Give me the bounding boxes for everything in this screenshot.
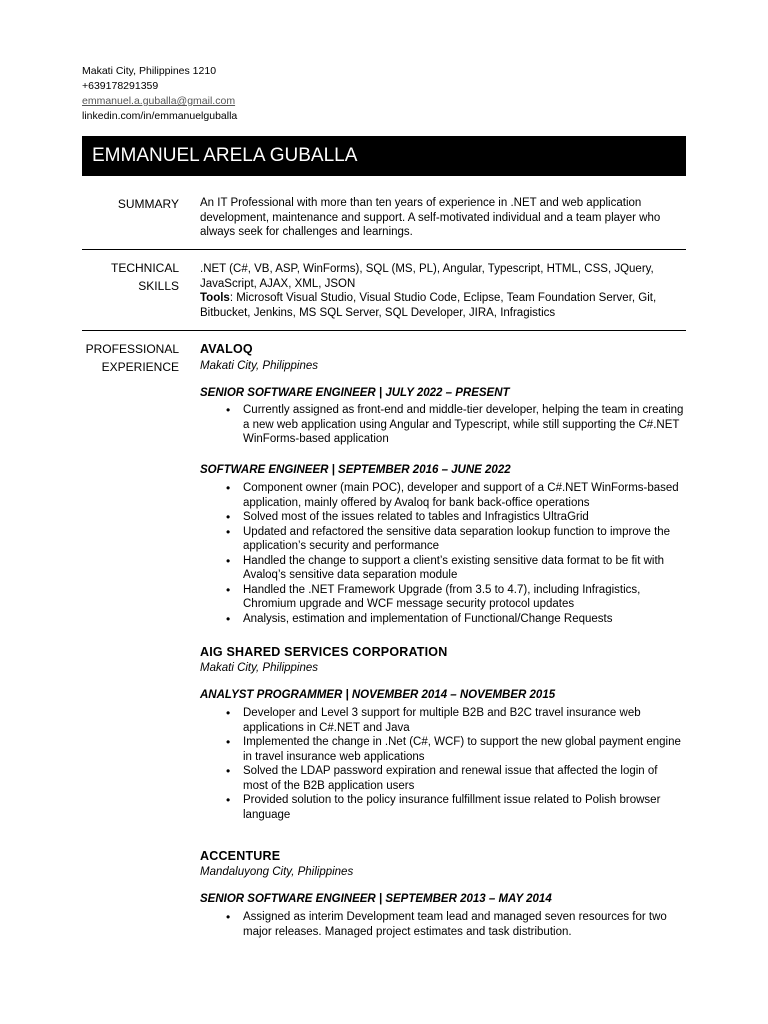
list-item: • Solved most of the issues related to tables and Infragistics UltraGrid <box>226 510 684 525</box>
job-title: SENIOR SOFTWARE ENGINEER | SEPTEMBER 2013 – MAY 2014 <box>200 893 552 905</box>
skills-text: .NET (C#, VB, ASP, WinForms), SQL (MS, PL), Angular, Typescript, HTML, CSS, JQuery, JavaScript, AJAX, XML, JSON <box>200 263 654 290</box>
tools-label: Tools <box>200 292 230 304</box>
list-item: • Component owner (main POC), developer and support of a C#.NET WinForms-based application, mainly offered by Avaloq for bank back-office operations <box>226 481 684 510</box>
contact-block <box>82 64 237 124</box>
tools-text <box>200 291 686 320</box>
responsibility-list <box>226 910 684 939</box>
job-title: SOFTWARE ENGINEER | SEPTEMBER 2016 – JUNE 2022 <box>200 464 511 476</box>
responsibility-list <box>226 481 684 626</box>
skills-label-line2: SKILLS <box>138 279 179 293</box>
contact-email-link[interactable]: emmanuel.a.guballa@gmail.com <box>82 95 236 107</box>
full-name: EMMANUEL ARELA GUBALLA <box>92 145 358 166</box>
list-item: • Developer and Level 3 support for multiple B2B and B2C travel insurance web applications in C#.NET and Java <box>226 706 684 735</box>
summary-label: SUMMARY <box>117 197 179 211</box>
list-item: • Updated and refactored the sensitive data separation lookup function to improve the application’s security and performance <box>226 525 684 554</box>
company-name: AIG SHARED SERVICES CORPORATION <box>200 645 448 659</box>
company-location: Makati City, Philippines <box>200 662 319 674</box>
section-divider <box>82 249 686 250</box>
contact-address: Makati City, Philippines 1210 <box>82 65 217 77</box>
experience-label-line2: EXPERIENCE <box>101 360 179 374</box>
experience-label <box>82 340 179 376</box>
company-name: ACCENTURE <box>200 849 281 863</box>
name-banner <box>82 136 686 176</box>
list-item: • Implemented the change in .Net (C#, WCF) to support the new global payment engine in travel insurance web applications <box>226 735 684 764</box>
responsibility-list <box>226 403 684 447</box>
list-item: • Handled the change to support a client’s existing sensitive data format to be fit with Avaloq’s sensitive data separation module <box>226 554 684 583</box>
contact-phone: +639178291359 <box>82 80 159 92</box>
list-item: • Analysis, estimation and implementation of Functional/Change Requests <box>226 612 684 627</box>
summary-text: An IT Professional with more than ten years of experience in .NET and web application development, maintenance and support. A self-motivated individual and a team player who always seek for challenges and learnings. <box>200 197 661 238</box>
company-location: Makati City, Philippines <box>200 360 319 372</box>
contact-linkedin: linkedin.com/in/emmanuelguballa <box>82 110 238 122</box>
company-location: Mandaluyong City, Philippines <box>200 866 354 878</box>
skills-label-line1: TECHNICAL <box>110 261 179 275</box>
section-divider <box>82 330 686 331</box>
list-item: • Solved the LDAP password expiration and renewal issue that affected the login of most of the B2B application users <box>226 764 684 793</box>
experience-label-line1: PROFESSIONAL <box>85 342 179 356</box>
responsibility-list <box>226 706 684 822</box>
company-name: AVALOQ <box>200 342 253 356</box>
list-item: • Provided solution to the policy insurance fulfillment issue related to Polish browser language <box>226 793 684 822</box>
list-item: • Handled the .NET Framework Upgrade (from 3.5 to 4.7), including Infragistics, Chromium upgrade and WCF message security protocol updates <box>226 583 684 612</box>
list-item: • Currently assigned as front-end and middle-tier developer, helping the team in creating a new web application using Angular and Typescript, while still supporting the C#.NET WinForms-based application <box>226 403 684 447</box>
list-item: • Assigned as interim Development team lead and managed seven resources for two major releases. Managed project estimates and task distribution. <box>226 910 684 939</box>
tools-list: : Microsoft Visual Studio, Visual Studio Code, Eclipse, Team Foundation Server, Git, Bitbucket, Jenkins, MS SQL Server, SQL Developer, JIRA, Infragistics <box>200 292 657 319</box>
job-title: SENIOR SOFTWARE ENGINEER | JULY 2022 – PRESENT <box>200 387 510 399</box>
job-title: ANALYST PROGRAMMER | NOVEMBER 2014 – NOVEMBER 2015 <box>200 689 556 701</box>
skills-label <box>82 259 179 295</box>
